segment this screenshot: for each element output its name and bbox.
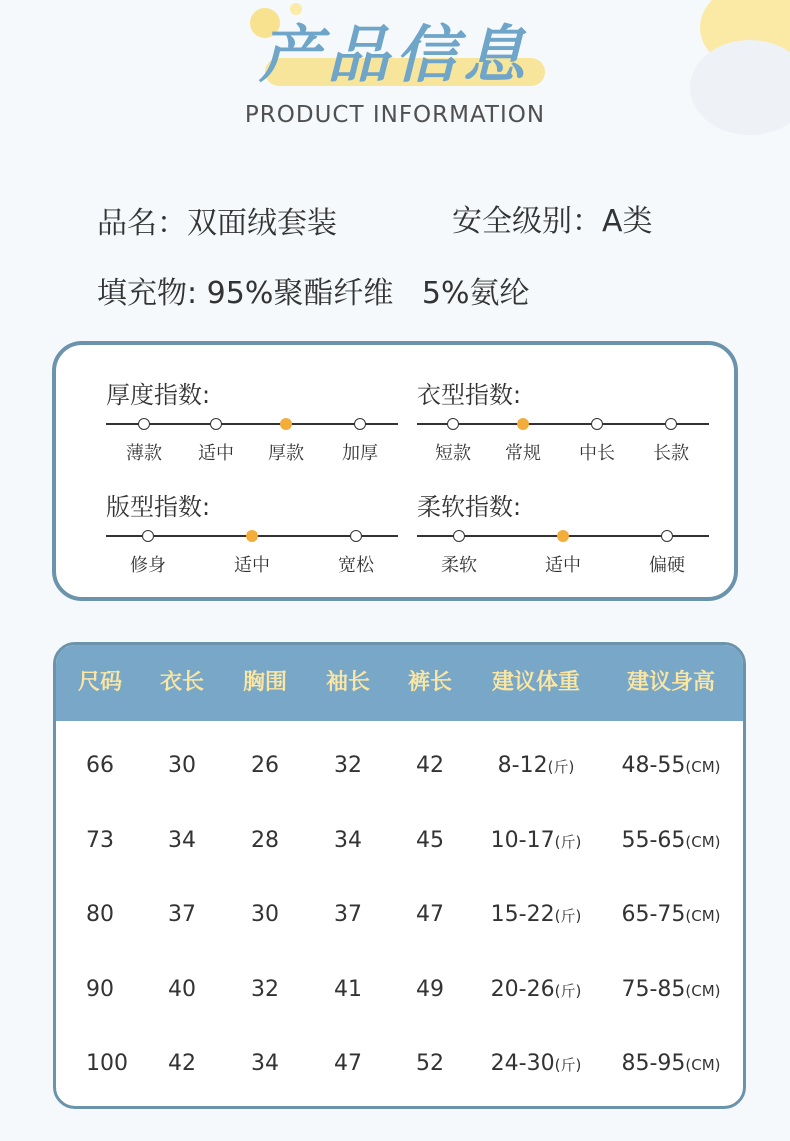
table-cell-height (621, 753, 720, 778)
table-row (56, 902, 743, 932)
index-group (106, 487, 398, 587)
index-marker-selected (280, 418, 292, 430)
table-cell-size: 66 (86, 753, 114, 778)
table-cell-length: 30 (168, 753, 196, 778)
size-table (53, 642, 746, 1109)
table-cell-size: 90 (86, 976, 114, 1002)
index-option-label: 加厚 (342, 443, 378, 464)
index-option-label: 偏硬 (649, 555, 685, 576)
weight-value: 10-17 (490, 827, 555, 853)
weight-value: 8-12 (497, 753, 548, 778)
index-group (417, 375, 709, 475)
product-name-label: 品名： (97, 206, 187, 241)
index-option-label: 厚款 (268, 443, 304, 464)
index-option-label: 中长 (579, 443, 615, 464)
filling-line (97, 268, 530, 312)
product-name-value: 双面绒套装 (187, 206, 337, 241)
table-cell-sleeve: 37 (334, 902, 362, 927)
product-name-line (97, 198, 337, 242)
index-label: 柔软指数: (417, 493, 522, 521)
column-header: 建议身高 (626, 670, 716, 695)
index-marker (350, 530, 362, 542)
safety-level-label: 安全级别： (452, 204, 602, 239)
decor-dot (290, 3, 302, 15)
height-unit: (CM) (685, 758, 721, 776)
index-marker (591, 418, 603, 430)
table-cell-weight (491, 1051, 582, 1076)
weight-unit: (斤) (554, 1056, 582, 1074)
height-unit: (CM) (685, 832, 721, 851)
table-cell-height (621, 828, 720, 853)
column-header: 袖长 (325, 670, 371, 695)
table-cell-height (621, 1051, 720, 1076)
height-value: 85-95 (621, 1051, 686, 1076)
index-marker-selected (557, 530, 569, 542)
index-option-label: 长款 (653, 443, 689, 464)
height-value: 65-75 (621, 902, 686, 927)
column-header: 建议体重 (491, 670, 581, 695)
page-title: 产品信息 (258, 18, 531, 91)
index-panel (52, 341, 738, 601)
height-unit: (CM) (685, 907, 721, 925)
index-option-label: 宽松 (338, 555, 374, 576)
table-cell-weight (491, 902, 582, 927)
filling-label: 填充物: (97, 276, 198, 311)
table-cell-length: 42 (168, 1051, 196, 1076)
index-marker (354, 418, 366, 430)
weight-unit: (斤) (554, 832, 582, 851)
index-option-label: 短款 (435, 443, 471, 464)
column-header: 尺码 (77, 670, 123, 695)
table-row (56, 1051, 743, 1081)
weight-value: 15-22 (490, 902, 555, 927)
column-header: 裤长 (407, 670, 453, 695)
safety-level-line (452, 196, 653, 240)
table-cell-pants: 45 (416, 827, 444, 853)
size-table-header (56, 645, 743, 721)
page-subtitle: PRODUCT INFORMATION (244, 102, 546, 128)
index-marker (210, 418, 222, 430)
table-cell-length: 34 (168, 827, 196, 853)
index-option-label: 适中 (198, 443, 234, 464)
height-unit: (CM) (685, 1056, 721, 1074)
index-marker (138, 418, 150, 430)
table-cell-size: 80 (86, 902, 114, 927)
table-cell-chest: 34 (251, 1051, 279, 1076)
table-cell-height (621, 977, 720, 1002)
table-cell-weight (498, 753, 575, 778)
index-option-label: 柔软 (441, 555, 477, 576)
height-unit: (CM) (685, 981, 721, 1000)
table-cell-size: 73 (86, 827, 114, 853)
table-cell-length: 40 (168, 976, 196, 1002)
weight-unit: (斤) (554, 981, 582, 1000)
table-cell-sleeve: 34 (334, 827, 362, 853)
index-marker-selected (517, 418, 529, 430)
table-cell-chest: 30 (251, 902, 279, 927)
index-marker (453, 530, 465, 542)
filling-value: 95%聚酯纤维 5%氨纶 (197, 276, 530, 311)
table-cell-chest: 28 (251, 827, 279, 853)
page-header (0, 15, 790, 95)
index-option-label: 常规 (505, 443, 541, 464)
table-cell-pants: 52 (416, 1051, 444, 1076)
weight-unit: (斤) (547, 758, 575, 776)
table-cell-chest: 26 (251, 753, 279, 778)
table-row (56, 753, 743, 783)
table-cell-weight (491, 977, 582, 1002)
table-cell-weight (491, 828, 582, 853)
column-header: 衣长 (159, 670, 205, 695)
table-cell-chest: 32 (251, 976, 279, 1002)
table-cell-sleeve: 32 (334, 753, 362, 778)
table-cell-size: 100 (86, 1051, 128, 1076)
table-cell-length: 37 (168, 902, 196, 927)
index-label: 版型指数: (106, 493, 211, 521)
index-marker (447, 418, 459, 430)
table-cell-pants: 42 (416, 753, 444, 778)
height-value: 75-85 (621, 976, 686, 1002)
table-cell-height (621, 902, 720, 927)
index-label: 厚度指数: (106, 381, 211, 409)
table-row (56, 828, 743, 858)
table-cell-sleeve: 47 (334, 1051, 362, 1076)
index-marker (142, 530, 154, 542)
weight-unit: (斤) (554, 907, 582, 925)
height-value: 48-55 (621, 753, 686, 778)
index-option-label: 薄款 (126, 443, 162, 464)
index-marker (665, 418, 677, 430)
index-option-label: 适中 (234, 555, 270, 576)
weight-value: 20-26 (490, 976, 555, 1002)
table-cell-pants: 49 (416, 976, 444, 1002)
index-marker (661, 530, 673, 542)
index-label: 衣型指数: (417, 381, 522, 409)
column-header: 胸围 (242, 670, 288, 695)
table-row (56, 977, 743, 1007)
index-option-label: 适中 (545, 555, 581, 576)
index-group (417, 487, 709, 587)
safety-level-value: A类 (602, 204, 653, 239)
height-value: 55-65 (621, 827, 686, 853)
index-marker-selected (246, 530, 258, 542)
table-cell-pants: 47 (416, 902, 444, 927)
weight-value: 24-30 (490, 1051, 555, 1076)
index-group (106, 375, 398, 475)
table-cell-sleeve: 41 (334, 976, 362, 1002)
index-option-label: 修身 (130, 555, 166, 576)
